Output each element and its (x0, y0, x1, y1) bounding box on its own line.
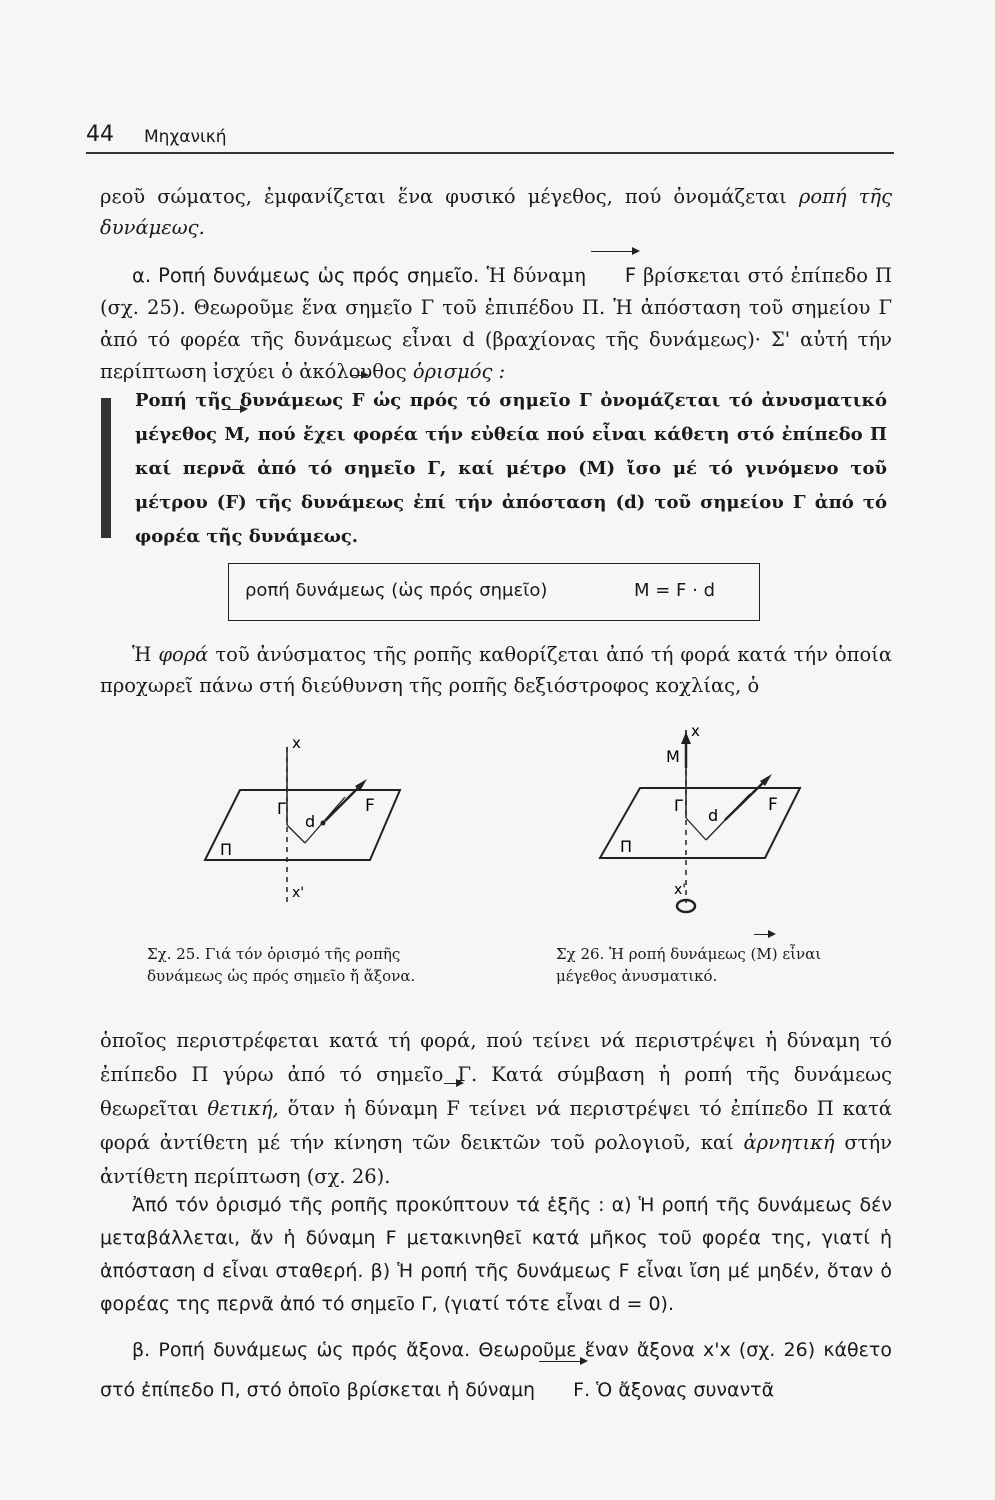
vector-m: M (224, 418, 244, 452)
definition-bar (101, 398, 111, 538)
paragraph-moment-point: α. Ροπή δυνάμεως ὡς πρός σημεῖο. Ἡ δύναμη F βρίσκεται στό ἐπίπεδο Π (σχ. 25). Θεωροῦμε ἕνα σημεῖο Γ τοῦ ἐπιπέδου Π. Ἡ ἀπόσταση τοῦ σημείου Γ ἀπό τό φορέα τῆς δυνάμεως εἶναι d (βραχίονας τῆς δυνάμεως)· Σ' αὐτή τήν περίπτωση ἰσχύει ὁ ἀκόλουθος ὁρισμός : (100, 260, 892, 388)
label-pi: Π (620, 837, 633, 856)
label-x: x (292, 734, 301, 752)
paragraph-consequences: Ἀπό τόν ὁρισμό τῆς ροπῆς προκύπτουν τά ἑξῆς : α) Ἡ ροπή τῆς δυνάμεως δέν μεταβάλλεται, ἄν ἡ δύναμη F μετακινηθεῖ κατά μῆκος τοῦ φορέα της, γιατί ἡ ἀπόσταση d εἶναι σταθερή. β) Ἡ ροπή τῆς δυνάμεως F εἶναι ἴση μέ μηδέν, ὅταν ὁ φορέας της περνᾶ ἀπό τό σημεῖο Γ, (γιατί τότε εἶναι d = 0). (100, 1194, 892, 1315)
paragraph-sign: ὁποῖος περιστρέφεται κατά τή φορά, πού τείνει νά περιστρέψει ἡ δύναμη τό ἐπίπεδο Π γύρω ἀπό τό σημεῖο Γ. Κατά σύμβαση ἡ ροπή τῆς δυνάμεως θεωρεῖται θετική, ὅταν ἡ δύναμη F τείνει νά περιστρέψει τό ἐπίπεδο Π κατά φορά ἀντίθετη μέ τήν κίνηση τῶν δεικτῶν τοῦ ρολογιοῦ, καί ἀρνητική στήν ἀντίθετη περίπτωση (σχ. 26). (100, 1029, 893, 1188)
caption-fig-25: Σχ. 25. Γιά τόν ὁρισμό τῆς ροπῆς δυνάμεως ὡς πρός σημεῖο ἤ ἄξονα. (147, 945, 416, 985)
caption-fig-26: Σχ 26. Ἡ ροπή δυνάμεως (M) εἶναι μέγεθος ἀνυσματικό. (556, 945, 822, 985)
definition-block: Ροπή τῆς δυνάμεως F ὡς πρός τό σημεῖο Γ ὀνομάζεται τό ἀνυσματικό μέγεθος M, πού ἔχει φορέα τήν εὐθεία πού εἶναι κάθετη στό ἐπίπεδο Π καί περνᾶ ἀπό τό σημεῖο Γ, καί μέτρο (Μ) ἴσο μέ τό γινόμενο τοῦ μέτρου (F) τῆς δυνάμεως ἐπί τήν ἀπόσταση (d) τοῦ σημείου Γ ἀπό τό φορέα τῆς δυνάμεως. (135, 384, 887, 554)
force-arrow (725, 780, 766, 820)
distance-d (686, 818, 706, 840)
vector-f: F (352, 384, 365, 418)
vector-f: F (541, 1370, 584, 1410)
distance-d (287, 825, 305, 843)
label-gamma: Γ (674, 796, 683, 815)
label-gamma: Γ (277, 799, 286, 818)
label-x-prime: x' (292, 885, 305, 901)
paragraph-direction: Ἡ φορά τοῦ ἀνύσματος τῆς ροπῆς καθορίζεται ἀπό τή φορά κατά τήν ὁποία προχωρεῖ πάνω στή διεύθυνση τῆς ροπῆς δεξιόστροφος κοχλίας, ὁ (100, 643, 893, 697)
formula: M = F · d (634, 580, 715, 601)
label-d: d (305, 812, 316, 831)
vector-f: F (446, 1092, 460, 1126)
figure-26 (590, 718, 820, 928)
vector-f: F (593, 260, 636, 292)
label-x: x (691, 722, 700, 740)
label-m: M (666, 747, 680, 766)
chapter-title: Μηχανική (144, 127, 227, 147)
page-number: 44 (86, 122, 114, 147)
section-heading-b: β. Ροπή δυνάμεως ὡς πρός ἄξονα. (132, 1339, 471, 1361)
label-f: F (365, 796, 375, 816)
term-definition: ὁρισμός : (412, 360, 506, 383)
label-f: F (768, 795, 778, 815)
paragraph-intro: ρεοῦ σώματος, ἐμφανίζεται ἕνα φυσικό μέγεθος, πού ὀνομάζεται ροπή τῆς δυνάμεως. (100, 185, 893, 239)
label-d: d (708, 806, 719, 825)
term-negative: ἀρνητική (743, 1131, 835, 1154)
paragraph-moment-axis: β. Ροπή δυνάμεως ὡς πρός ἄξονα. Θεωροῦμε ἕναν ἄξονα x'x (σχ. 26) κάθετο στό ἐπίπεδο Π, στό ὁποῖο βρίσκεται ἡ δύναμη F. Ὁ ἄξονας συναντᾶ (100, 1330, 892, 1410)
label-x-prime: x' (674, 882, 687, 898)
page-header (86, 122, 894, 154)
figure-25 (195, 725, 415, 930)
formula-box (228, 563, 760, 621)
formula-label: ροπή δυνάμεως (ὡς πρός σημεῖο) (245, 580, 548, 601)
label-pi: Π (220, 840, 233, 859)
term-direction: φορά (158, 643, 209, 666)
term-positive: θετική, (207, 1097, 279, 1120)
term-moment: ροπή τῆς δυνάμεως. (100, 185, 893, 239)
section-heading-a: α. Ροπή δυνάμεως ὡς πρός σημεῖο. (132, 264, 480, 287)
vector-m: M (756, 945, 772, 963)
